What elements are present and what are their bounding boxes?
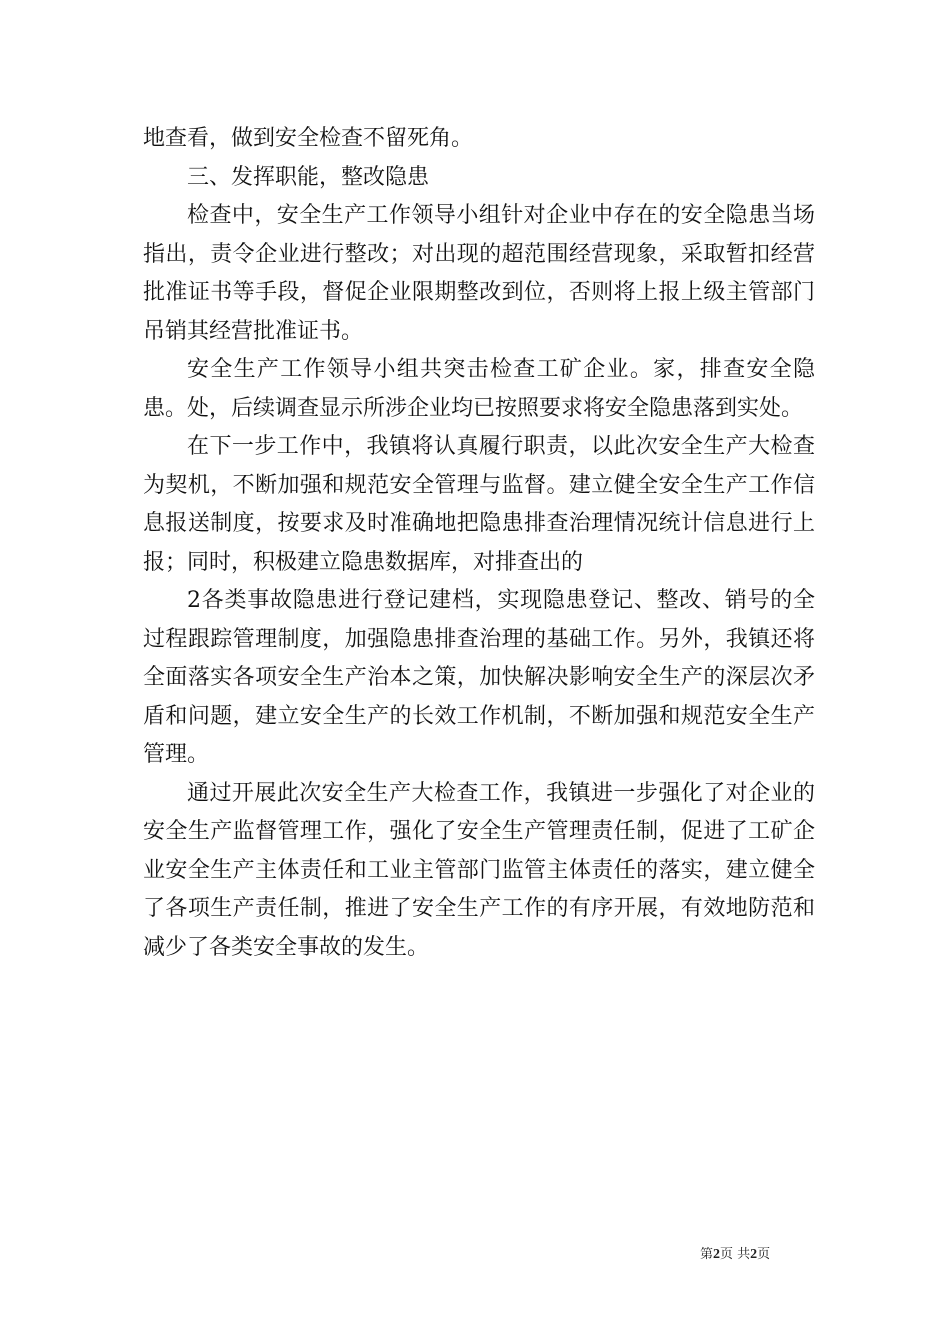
paragraph-continued: 地查看，做到安全检查不留死角。 (143, 126, 474, 151)
page-number-footer (700, 1246, 820, 1264)
footer-total-pages: 2 (750, 1247, 758, 1262)
paragraph: 检查中，安全生产工作领导小组针对企业中存在的安全隐患当场指出，责令企业进行整改；对出现的超范围经营现象，采取暂扣经营批准证书等手段，督促企业限期整改到位，否则将上报上级主管部门吊销其经营批准证书。 (143, 203, 815, 344)
paragraph: 在下一步工作中，我镇将认真履行职责，以此次安全生产大检查为契机，不断加强和规范安全管理与监督。建立健全安全生产工作信息报送制度，按要求及时准确地把隐患排查治理情况统计信息进行上报；同时，积极建立隐患数据库，对排查出的 (143, 434, 815, 575)
paragraph: 安全生产工作领导小组共突击检查工矿企业。家，排查安全隐患。处，后续调查显示所涉企业均已按照要求将安全隐患落到实处。 (143, 357, 815, 421)
paragraph: 2各类事故隐患进行登记建档，实现隐患登记、整改、销号的全过程跟踪管理制度，加强隐患排查治理的基础工作。另外，我镇还将全面落实各项安全生产治本之策，加快解决影响安全生产的深层次矛盾和问题，建立安全生产的长效工作机制，不断加强和规范安全生产管理。 (143, 588, 815, 767)
document-body (143, 120, 815, 967)
footer-current-page: 2 (713, 1247, 721, 1262)
footer-prefix: 第 (700, 1247, 714, 1262)
footer-middle: 页 共 (720, 1247, 751, 1262)
footer-suffix: 页 (757, 1247, 771, 1262)
section-heading: 三、发挥职能，整改隐患 (187, 164, 430, 190)
paragraph: 通过开展此次安全生产大检查工作，我镇进一步强化了对企业的安全生产监督管理工作，强化了安全生产管理责任制，促进了工矿企业安全生产主体责任和工业主管部门监管主体责任的落实，建立健全了各项生产责任制，推进了安全生产工作的有序开展，有效地防范和减少了各类安全事故的发生。 (143, 780, 815, 960)
